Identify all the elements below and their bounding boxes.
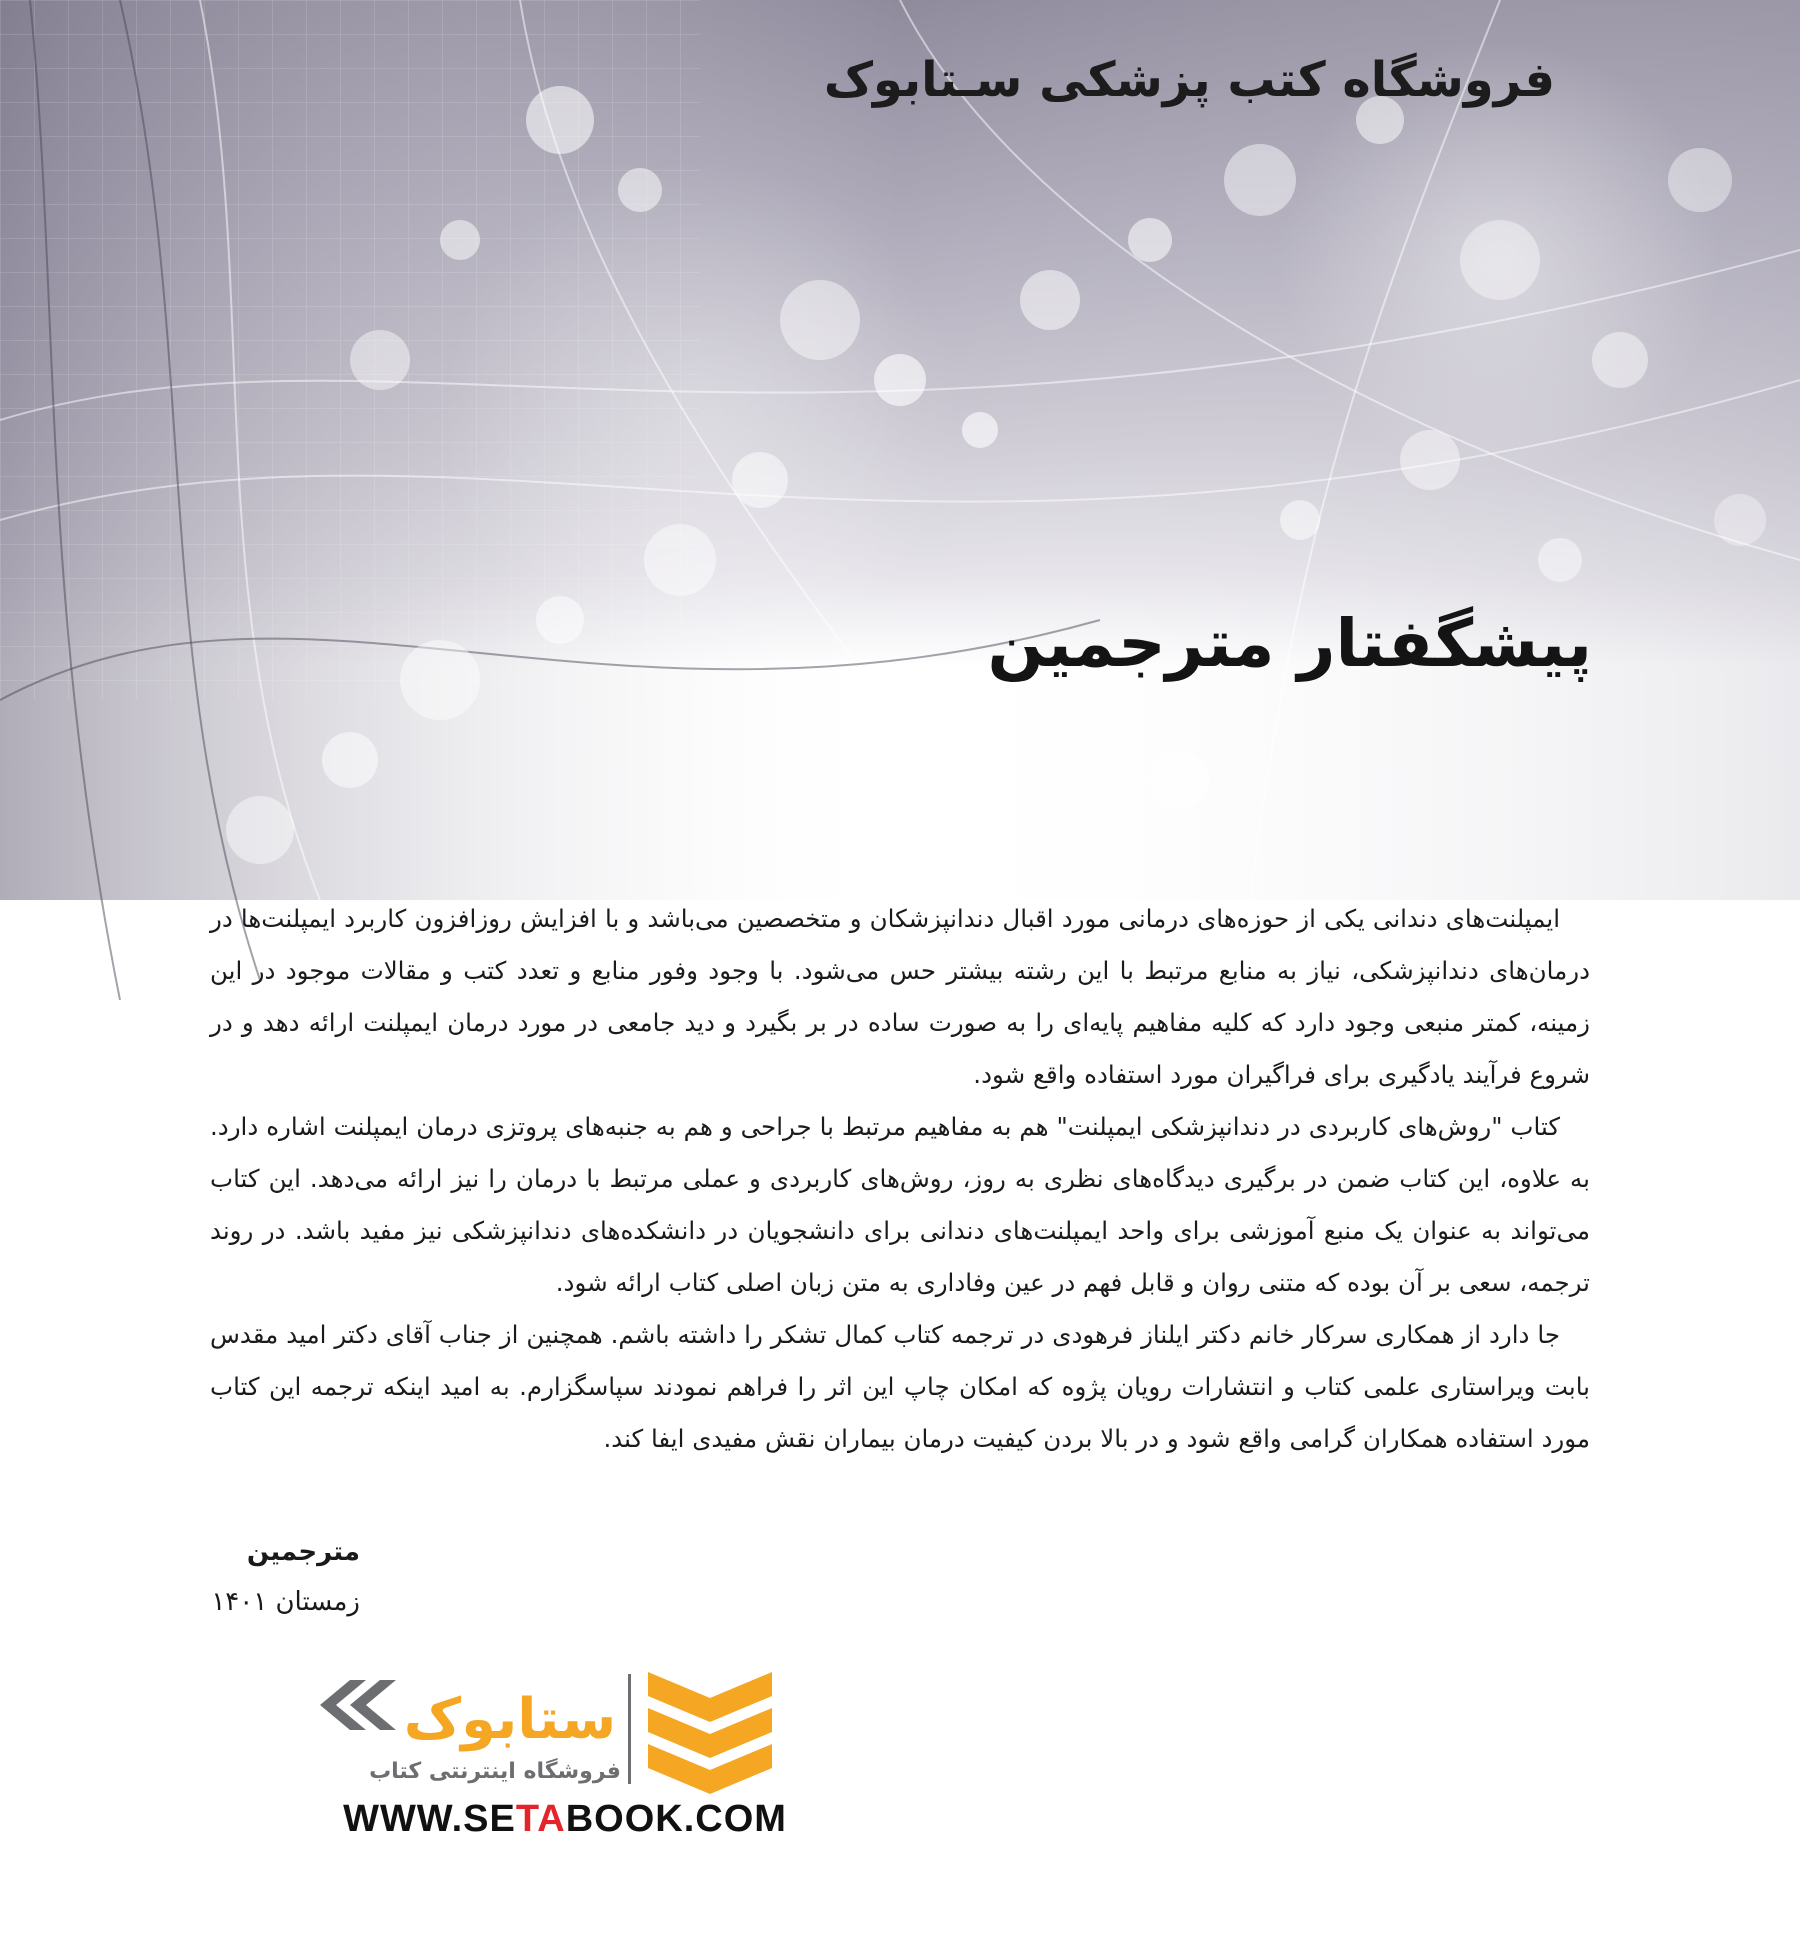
website-url[interactable] (335, 1798, 795, 1841)
paragraph: کتاب "روش‌های کاربردی در دندانپزشکی ایمپلنت" هم به مفاهیم مرتبط با جراحی و هم به جنبه‌های پروتزی درمان ایمپلنت اشاره دارد. به علاوه، این کتاب ضمن در برگیری دیدگاه‌های نظری به روز، روش‌های کاربردی و عملی مرتبط با درمان را نیز ارائه می‌دهد. این کتاب می‌تواند به عنوان یک منبع آموزشی برای واحد ایمپلنت‌های دندانی برای دانشجویان در دانشکده‌های دندانپزشکی نیز مفید باشد. در روند ترجمه، سعی بر آن بوده که متنی روان و قابل فهم در عین وفاداری به متن زبان اصلی کتاب ارائه شود. (210, 1112, 1590, 1297)
brand-tagline: فروشگاه اینترنتی کتاب (369, 1759, 621, 1784)
signature-date: زمستان ۱۴۰۱ (211, 1587, 360, 1617)
setabook-logo[interactable] (310, 1660, 810, 1800)
paragraph: جا دارد از همکاری سرکار خانم دکتر ایلناز فرهودی در ترجمه کتاب کمال تشکر را داشته باشم. همچنین از جناب آقای دکتر امید مقدس بابت ویراستاری علمی کتاب و انتشارات رویان پژوه که امکان چاپ این اثر را فراهم نمودند سپاسگزارم. به امید اینکه ترجمه این کتاب مورد استفاده همکاران گرامی واقع شود و در بالا بردن کیفیت درمان بیماران نقش مفیدی ایفا کند. (210, 1320, 1590, 1453)
website-suffix: BOOK.COM (565, 1798, 787, 1840)
brand-wordmark: ستابوک (403, 1687, 617, 1752)
logo-divider (628, 1674, 631, 1784)
store-title: فروشگاه کتب پزشکی سـتابوک (823, 52, 1555, 108)
chevron-emblem-icon (648, 1672, 772, 1794)
website-accent: TA (515, 1798, 566, 1840)
page-heading: پیشگفتار مترجمین (987, 605, 1592, 682)
website-prefix: WWW.SE (343, 1798, 516, 1840)
preface-body (210, 893, 1590, 1465)
double-chevron-icon (320, 1680, 396, 1730)
paragraph: ایمپلنت‌های دندانی یکی از حوزه‌های درمانی مورد اقبال دندانپزشکان و متخصصین می‌باشد و با افزایش روزافزون کاربرد ایمپلنت‌ها در درمان‌های دندانپزشکی، نیاز به منابع مرتبط با این رشته بیشتر حس می‌شود. با وجود وفور منابع و تعدد کتب و مقالات موجود در این زمینه، کمتر منبعی وجود دارد که کلیه مفاهیم پایه‌ای را به صورت ساده در بر بگیرد و دید جامعی در مورد درمان ایمپلنت ارائه دهد و در شروع فرآیند یادگیری برای فراگیران مورد استفاده واقع شود. (210, 904, 1590, 1089)
signature-name: مترجمین (246, 1537, 360, 1567)
